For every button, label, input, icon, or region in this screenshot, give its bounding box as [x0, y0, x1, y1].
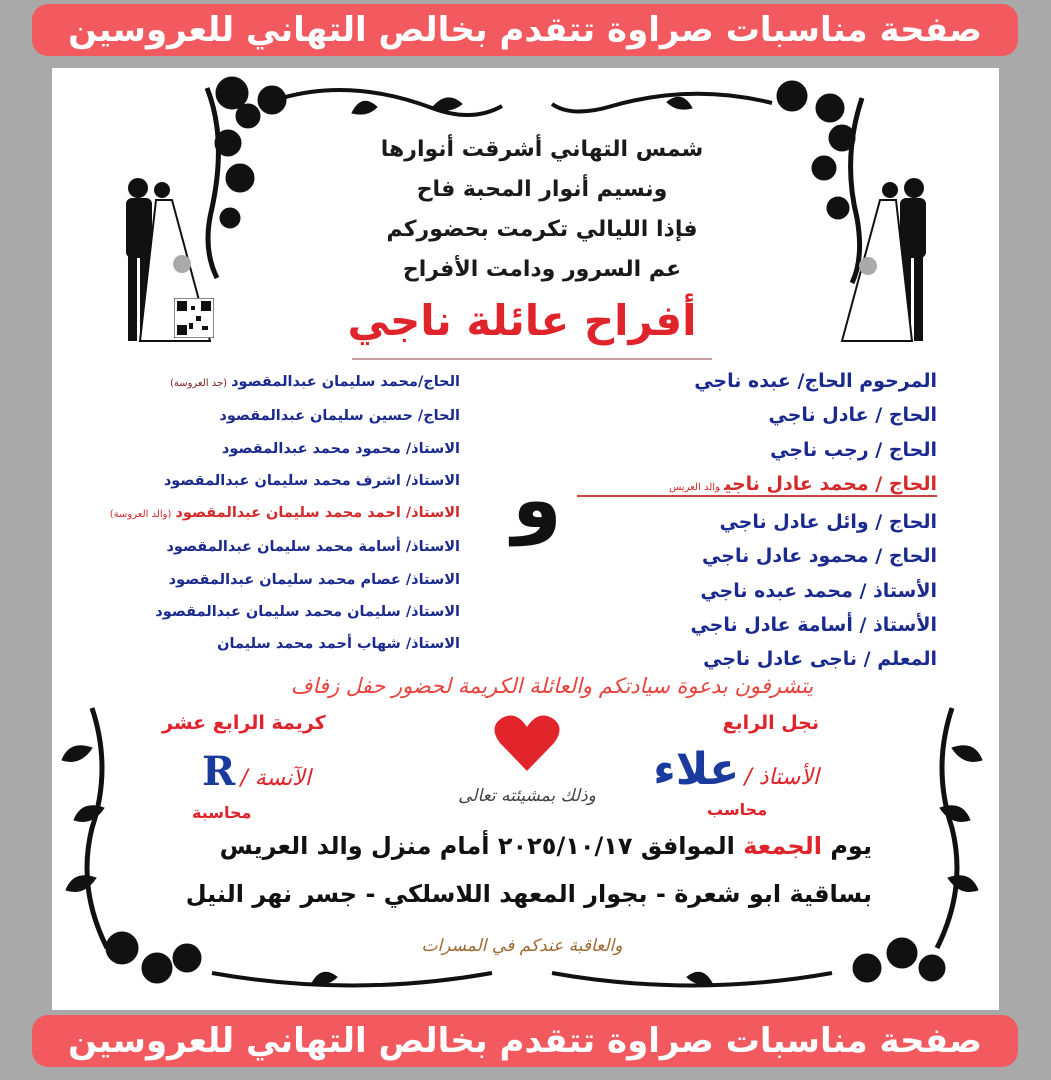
- poem-line: فإذا الليالي تكرمت بحضوركم: [386, 217, 698, 242]
- bride-groom-silhouette-right: [822, 176, 932, 346]
- groom-family-list: [567, 364, 937, 677]
- bride-family-list: [109, 366, 460, 661]
- top-banner: صفحة مناسبات صراوة تتقدم بخالص التهاني للعروسين: [32, 4, 1018, 56]
- list-item-groom-father: [567, 467, 937, 505]
- list-item: [130, 366, 460, 400]
- list-item-text: الحاج / محمد عادل ناجي: [724, 472, 937, 495]
- list-item-text: الاستاذ/ احمد محمد سليمان عبدالمقصود: [175, 505, 460, 522]
- family-title: أفراح عائلة ناجي: [347, 296, 697, 345]
- bride-name-block: [202, 748, 311, 795]
- list-item: الحاج / محمود عادل ناجي: [702, 545, 937, 568]
- list-item-note: (جد العروسة): [169, 378, 228, 389]
- god-willing-text: وذلك بمشيئته تعالى: [458, 786, 596, 806]
- invite-line: يتشرفون بدعوة سيادتكم والعائلة الكريمة لحضور حفل زفاف: [290, 674, 814, 698]
- list-item-bride-father: [109, 497, 460, 531]
- list-item: الحاج / رجب ناجي: [770, 438, 937, 461]
- list-item-note: والد العريس: [669, 481, 721, 493]
- poem-line: شمس التهاني أشرقت أنوارها: [380, 137, 704, 162]
- date-rest: الموافق ٢٠٢٥/١٠/١٧ أمام منزل والد العريس: [219, 832, 735, 860]
- title-underline: [352, 358, 712, 360]
- list-item: الاستاذ/ سليمان محمد سليمان عبدالمقصود: [155, 604, 460, 621]
- bride-job: محاسبة: [192, 803, 252, 822]
- groom-name: علاء: [653, 744, 740, 795]
- date-day: الجمعة: [743, 832, 822, 860]
- groom-title: الأستاذ /: [744, 765, 819, 790]
- qr-code-icon: [174, 298, 214, 338]
- list-item: الاستاذ/ عصام محمد سليمان عبدالمقصود: [168, 571, 460, 588]
- list-item: المعلم / ناجى عادل ناجي: [703, 648, 937, 671]
- date-line: [172, 832, 872, 860]
- groom-job: محاسب: [707, 800, 768, 819]
- list-item: الحاج / وائل عادل ناجي: [719, 511, 937, 534]
- invitation-card: [52, 68, 999, 1010]
- list-item: الأستاذ / أسامة عادل ناجي: [690, 614, 937, 637]
- bride-title: الآنسة /: [240, 766, 311, 791]
- groom-label: نجل الرابع: [722, 712, 819, 734]
- bottom-banner: صفحة مناسبات صراوة تتقدم بخالص التهاني للعروسين: [32, 1015, 1018, 1067]
- closing-line: والعاقبة عندكم في المسرات: [421, 936, 623, 956]
- poem: [352, 130, 732, 290]
- list-item-text: الحاج/محمد سليمان عبدالمقصود: [231, 374, 460, 390]
- list-item: الحاج/ حسين سليمان عبدالمقصود: [219, 408, 460, 425]
- list-item: الأستاذ / محمد عبده ناجي: [700, 579, 937, 602]
- poem-line: عم السرور ودامت الأفراح: [402, 257, 682, 282]
- list-item: الحاج / عادل ناجي: [768, 404, 937, 427]
- highlight-underline: [577, 495, 937, 497]
- heart-icon: [494, 713, 560, 773]
- list-item: الاستاذ/ شهاب أحمد محمد سليمان: [217, 636, 460, 653]
- location-line: بساقية ابو شعرة - بجوار المعهد اللاسلكي - جسر نهر النيل: [185, 880, 872, 908]
- list-item: الاستاذ/ محمود محمد عبدالمقصود: [221, 440, 460, 457]
- bride-label: كريمة الرابع عشر: [162, 712, 326, 734]
- list-item: الاستاذ/ اشرف محمد سليمان عبدالمقصود: [163, 472, 460, 489]
- groom-name-block: [653, 744, 819, 795]
- list-item-note: (والد العروسة): [109, 509, 172, 521]
- bride-name: R: [202, 748, 236, 795]
- date-day-prefix: يوم: [830, 832, 872, 860]
- list-item: المرحوم الحاج/ عبده ناجي: [694, 370, 937, 392]
- poem-line: ونسيم أنوار المحبة فاح: [416, 177, 668, 202]
- list-item: الاستاذ/ أسامة محمد سليمان عبدالمقصود: [166, 539, 460, 556]
- ampersand-glyph: و: [512, 453, 562, 546]
